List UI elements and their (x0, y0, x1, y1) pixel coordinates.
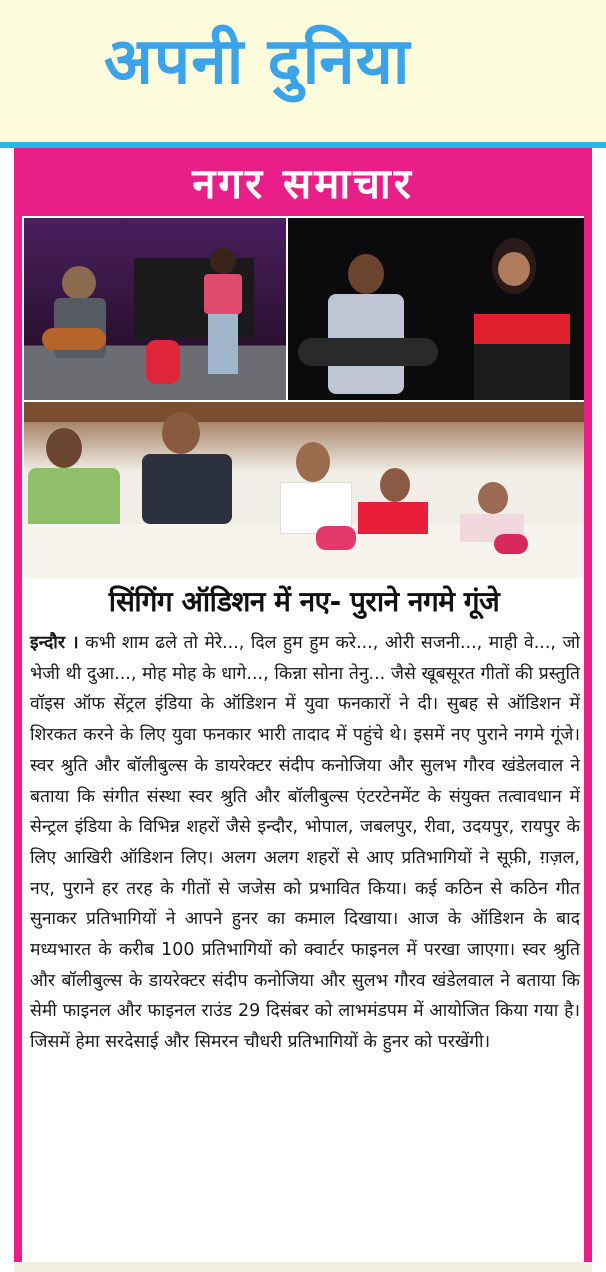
article-body-text: कभी शाम ढले तो मेरे..., दिल हुम हुम करे..., ओरी सजनी..., माही वे..., जो भेजी थी दुआ..., मोह मोह के धागे..., किन्ना सोना तेनु... जैसे खूबसूरत गीतों की प्रस्तुति वॉइस ऑफ सेंट्रल इंडिया के ऑडिशन में युवा फनकारों ने दी। सुबह से ऑडिशन में शिरकत करने के लिए युवा फनकार भारी तादाद में पहुंचे थे। इसमें नए पुराने नगमे गूंजे। स्वर श्रुति और बॉलीबुल्स के डायरेक्टर संदीप कनोजिया और सुलभ गौरव खंडेलवाल ने बताया कि संगीत संस्था स्वर श्रुति और बॉलीबुल्स एंटरटेनमेंट के संयुक्त तत्वावधान में सेन्ट्रल इंडिया के विभिन्न शहरों जैसे इन्दौर, भोपाल, जबलपुर, रीवा, उदयपुर, रायपुर के लिए आखिरी ऑडिशन लिए। अलग अलग शहरों से आए प्रतिभागियों ने सूफ़ी, ग़ज़ल, नए, पुराने हर तरह के गीतों से जजेस को प्रभावित किया। कई कठिन से कठिन गीत सुनाकर प्रतिभागियों ने आपने हुनर का कमाल दिखाया। आज के ऑडिशन के बाद मध्यभारत के करीब 100 प्रतिभागियों को क्वार्टर फाइनल में परखा जाएगा। स्वर श्रुति और बॉलीबुल्स के डायरेक्टर संदीप कनोजिया और सुलभ गौरव खंडेलवाल ने बताया कि सेमी फाइनल और फाइनल राउंड 29 दिसंबर को लाभमंडपम में आयोजित किया गया है। जिसमें हेमा सरदेसाई और सिमरन चौधरी प्रतिभागियों के हुनर को परखेंगी। (30, 633, 580, 1053)
photo-judges-panel (24, 402, 584, 578)
article-body (30, 628, 580, 1058)
photo-stage-performance (24, 218, 286, 400)
masthead-title: अपनी दुनिया (104, 25, 411, 99)
article-dateline: इन्दौर । (30, 633, 79, 653)
article-headline: सिंगिंग ऑडिशन में नए- पुराने नगमे गूंजे (108, 585, 500, 618)
footer-strip (14, 1262, 592, 1272)
photo-performers-closeup (288, 218, 584, 400)
section-title: नगर समाचार (192, 159, 414, 208)
masthead (0, 0, 606, 142)
section-header (14, 148, 592, 216)
